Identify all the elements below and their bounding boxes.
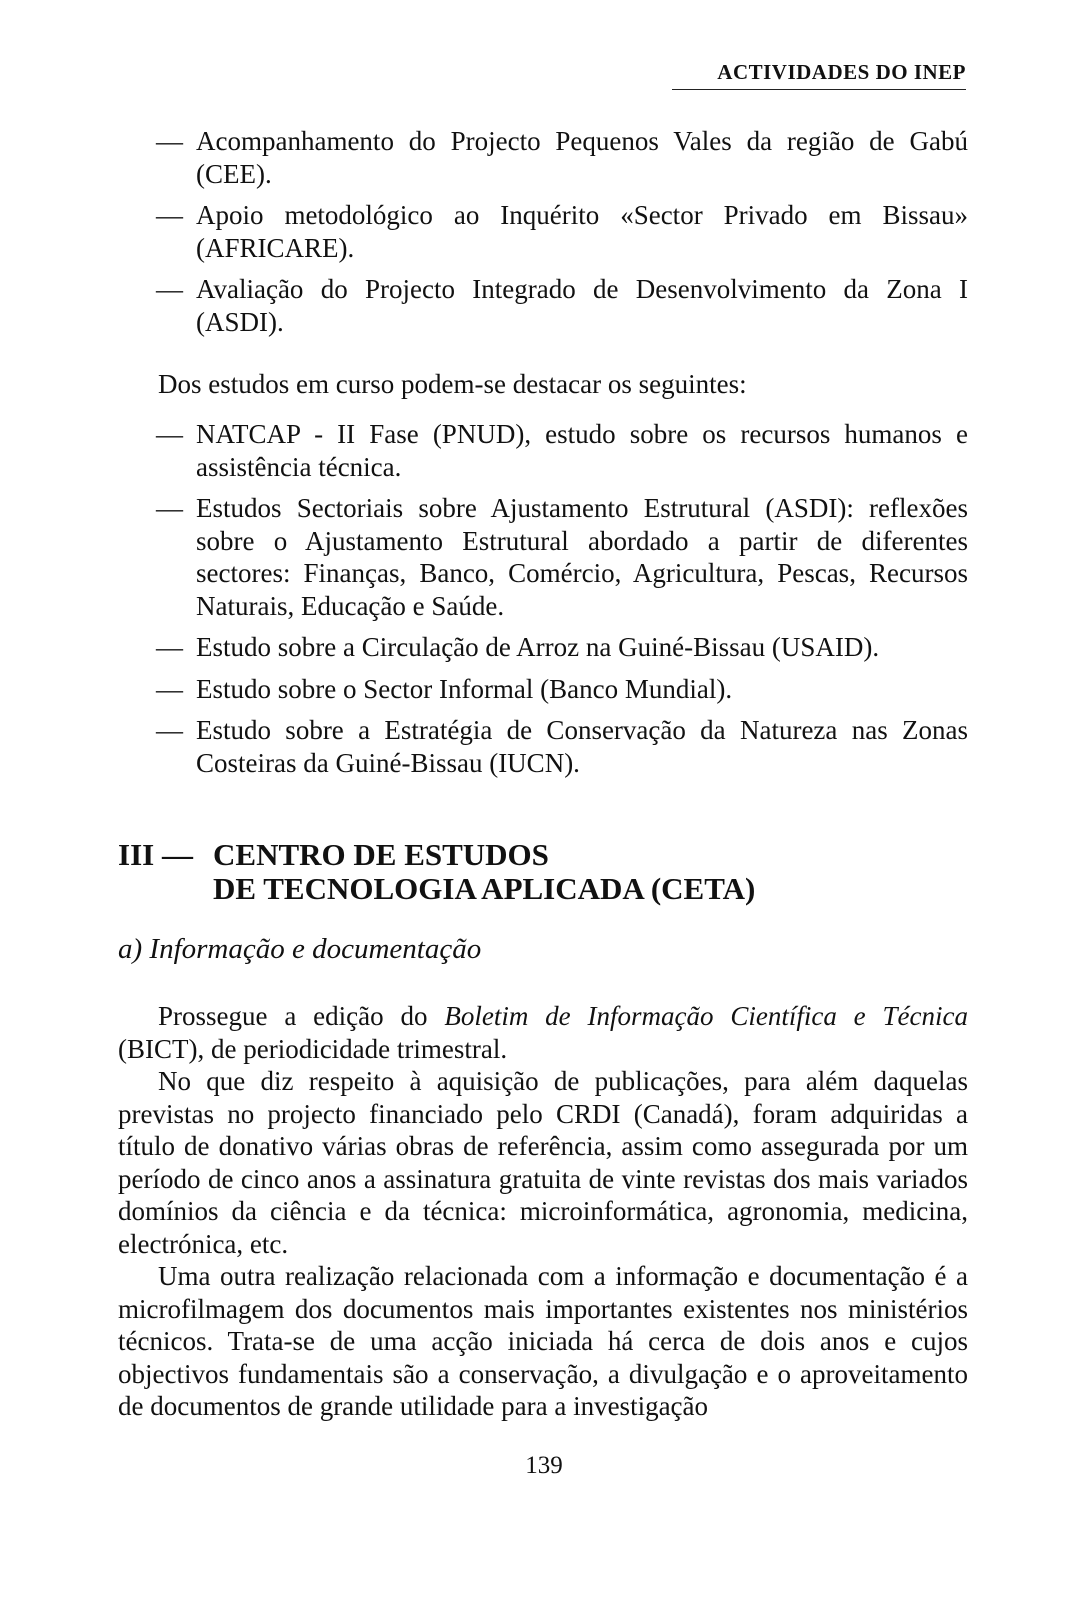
- studies-list: [118, 418, 968, 788]
- paragraph: Uma outra realização relacionada com a informação e documentação é a microfilmagem dos documentos mais importantes existentes nos ministérios técnicos. Trata-se de uma acção iniciada há cerca de dois anos e cujos objectivos fundamentais são a conservação, a divulgação e o aproveitamento de documentos de grande utilidade para a investigação: [118, 1261, 968, 1421]
- intro-paragraph: Dos estudos em curso podem-se destacar os seguintes:: [158, 369, 747, 399]
- paragraph-text: Prossegue a edição do: [158, 1001, 445, 1031]
- paragraph: [118, 1000, 968, 1065]
- body-text: [118, 1000, 968, 1423]
- list-item: [118, 418, 968, 483]
- list-item-text: Acompanhamento do Projecto Pequenos Vales da região de Gabú (CEE).: [196, 126, 968, 189]
- list-item-text: Estudo sobre a Estratégia de Conservação da Natureza nas Zonas Costeiras da Guiné-Bissau (IUCN).: [196, 715, 968, 778]
- section-title-line-1: CENTRO DE ESTUDOS: [213, 837, 549, 872]
- dash-bullet: —: [156, 715, 183, 745]
- dash-bullet: —: [156, 419, 183, 449]
- section-heading: [118, 838, 968, 906]
- list-item: [118, 199, 968, 264]
- list-item-text: Apoio metodológico ao Inquérito «Sector Privado em Bissau» (AFRICARE).: [196, 200, 968, 263]
- list-item-text: Estudos Sectoriais sobre Ajustamento Estrutural (ASDI): reflexões sobre o Ajustamento Estrutural abordado a partir de diferentes sectores: Finanças, Banco, Comércio, Agricultura, Pescas, Recursos Naturais, Educação e Saúde.: [196, 493, 968, 621]
- list-item-text: NATCAP - II Fase (PNUD), estudo sobre os recursos humanos e assistência técnica.: [196, 419, 968, 482]
- list-item: [118, 273, 968, 338]
- list-item-text: Estudo sobre o Sector Informal (Banco Mundial).: [196, 673, 733, 704]
- list-item-text: Avaliação do Projecto Integrado de Desenvolvimento da Zona I (ASDI).: [196, 274, 968, 337]
- list-item: [118, 714, 968, 779]
- list-item: [118, 631, 968, 664]
- list-item: [118, 492, 968, 622]
- list-item: [118, 673, 968, 706]
- dash-bullet: —: [156, 274, 183, 304]
- paragraph-text: (BICT), de periodicidade trimestral.: [118, 1033, 508, 1064]
- activities-list: [118, 125, 968, 347]
- section-title-line-2: DE TECNOLOGIA APLICADA (CETA): [213, 871, 756, 906]
- section-number: III —: [118, 837, 193, 872]
- list-item-text: Estudo sobre a Circulação de Arroz na Guiné-Bissau (USAID).: [196, 632, 880, 662]
- paragraph: No que diz respeito à aquisição de publicações, para além daquelas previstas no projecto financiado pelo CRDI (Canadá), foram adquiridas a título de donativo várias obras de referência, assim como assegurada por um período de cinco anos a assinatura gratuita de vinte revistas dos mais variados domínios da ciência e da técnica: microinformática, agronomia, medicina, electrónica, etc.: [118, 1066, 968, 1259]
- running-head: ACTIVIDADES DO INEP: [672, 60, 966, 90]
- publication-title: Boletim de Informação Científica e Técnica: [444, 1001, 968, 1031]
- dash-bullet: —: [156, 673, 183, 704]
- page-number: 139: [525, 1452, 563, 1479]
- dash-bullet: —: [156, 632, 183, 662]
- dash-bullet: —: [156, 493, 183, 523]
- dash-bullet: —: [156, 200, 183, 230]
- list-item: [118, 125, 968, 190]
- subsection-heading: a) Informação e documentação: [118, 933, 482, 965]
- dash-bullet: —: [156, 126, 183, 156]
